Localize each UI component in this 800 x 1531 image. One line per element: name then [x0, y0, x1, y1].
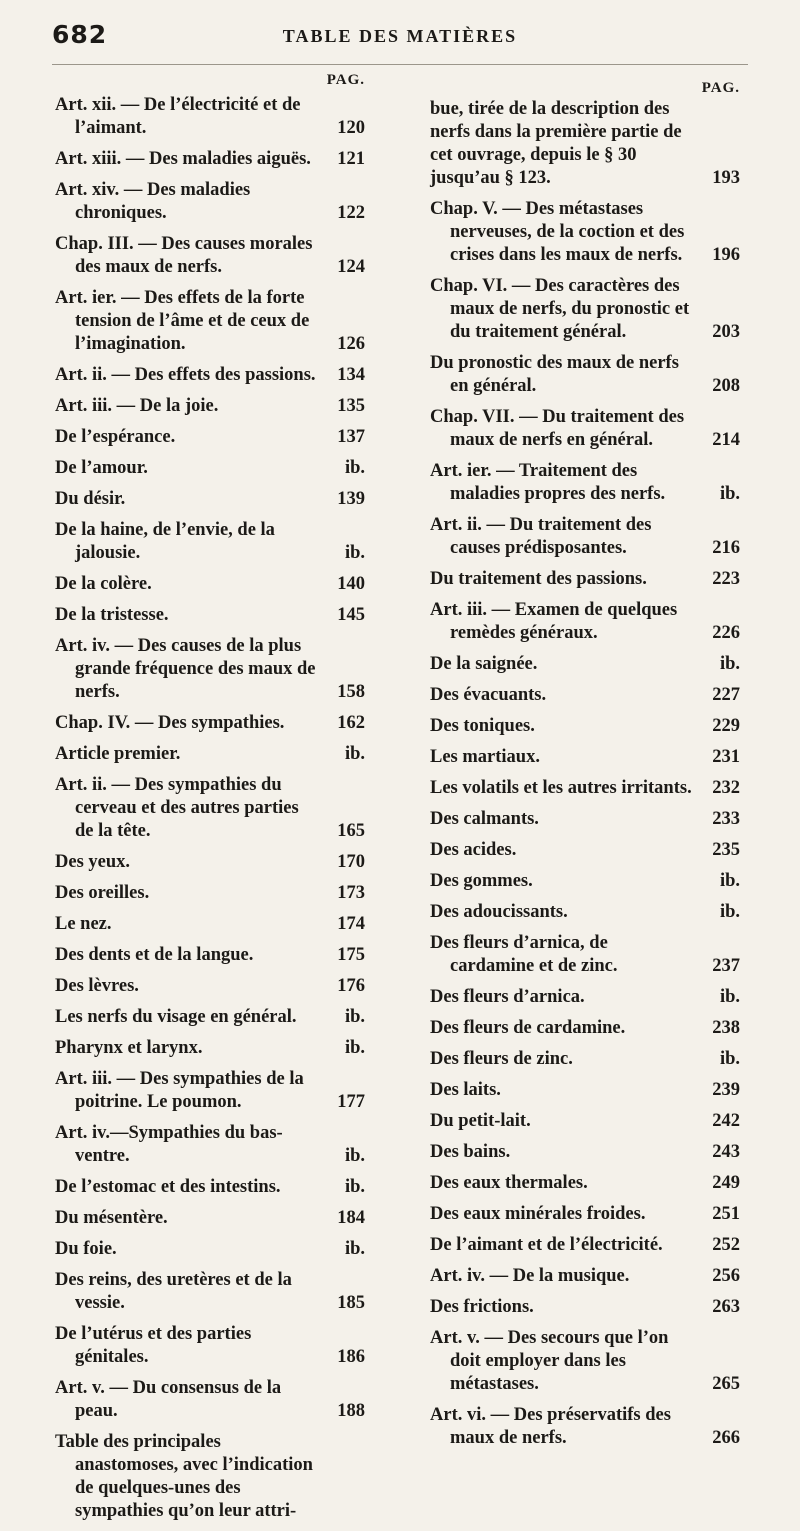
toc-entry-page: 242 — [712, 1111, 740, 1131]
toc-entry — [55, 743, 365, 766]
toc-entry-page: ib. — [344, 1038, 365, 1058]
toc-entry-page: 185 — [337, 1293, 365, 1313]
toc-entry-title: Art. ii. — Des sympathies du cerveau et des autres parties de la tête. — [55, 775, 299, 841]
toc-entry-title: De la haine, de l’envie, de la jalousie. — [55, 520, 275, 563]
toc-entry-title: bue, tirée de la description des nerfs dans la première partie de cet ouvrage, depuis le § 30 jusqu’au § 123. — [430, 99, 682, 188]
toc-entry-page: 231 — [712, 747, 740, 767]
toc-entry-page: 266 — [712, 1428, 740, 1448]
toc-entry-title: Art. iii. — Des sympathies de la poitrine. Le poumon. — [55, 1069, 304, 1112]
toc-entry — [55, 913, 365, 936]
toc-entry — [55, 1323, 365, 1369]
toc-entry-title: Art. ii. — Du traitement des causes prédisposantes. — [430, 515, 652, 558]
toc-entry-page: 158 — [337, 682, 365, 702]
toc-entry-page: 140 — [337, 574, 365, 594]
toc-entry-page: ib. — [719, 1049, 740, 1069]
toc-entry-title: Du désir. — [55, 489, 126, 509]
toc-entry — [55, 1207, 365, 1230]
left-column — [55, 72, 365, 1531]
toc-entry — [55, 712, 365, 735]
toc-entry-page: ib. — [344, 458, 365, 478]
toc-entry-page: ib. — [344, 1239, 365, 1259]
toc-entry-title: Des fleurs d’arnica, de cardamine et de zinc. — [430, 933, 618, 976]
toc-entry-page: 227 — [712, 685, 740, 705]
toc-entry-title: Les nerfs du visage en général. — [55, 1007, 297, 1027]
toc-entry — [55, 519, 365, 565]
toc-entry — [430, 808, 740, 831]
toc-entry — [430, 1172, 740, 1195]
toc-entry — [55, 851, 365, 874]
toc-entry — [430, 1079, 740, 1102]
toc-entry — [55, 882, 365, 905]
toc-entry — [430, 1017, 740, 1040]
toc-entry — [55, 488, 365, 511]
toc-entry-title: Article premier. — [55, 744, 181, 764]
toc-entry — [430, 198, 740, 267]
toc-entry-page: ib. — [344, 1007, 365, 1027]
toc-entry-title: Des oreilles. — [55, 883, 150, 903]
toc-entry-page: 184 — [337, 1208, 365, 1228]
toc-entry-page: 137 — [337, 427, 365, 447]
toc-entry-title: Des gommes. — [430, 871, 533, 891]
toc-entry — [55, 1431, 365, 1523]
toc-entry-title: Du traitement des passions. — [430, 569, 647, 589]
toc-entry — [55, 287, 365, 356]
toc-entry — [430, 1141, 740, 1164]
toc-entry-title: De l’amour. — [55, 458, 148, 478]
toc-entry-page: 145 — [337, 605, 365, 625]
toc-entry-page: ib. — [344, 1177, 365, 1197]
toc-entry — [430, 1234, 740, 1257]
toc-entry-title: Art. v. — Des secours que l’on doit employer dans les métastases. — [430, 1328, 669, 1394]
toc-entry-page: 237 — [712, 956, 740, 976]
toc-entry-title: Art. vi. — Des préservatifs des maux de nerfs. — [430, 1405, 671, 1448]
toc-entry — [430, 406, 740, 452]
toc-entry — [430, 98, 740, 190]
toc-entry-title: Art. v. — Du consensus de la peau. — [55, 1378, 282, 1421]
toc-entry-page: 173 — [337, 883, 365, 903]
toc-entry-title: De l’estomac et des intestins. — [55, 1177, 281, 1197]
toc-entry-page: 188 — [337, 1401, 365, 1421]
toc-entry-title: Art. iv. — Des causes de la plus grande fréquence des maux de nerfs. — [55, 636, 316, 702]
toc-entry-page: 203 — [712, 322, 740, 342]
toc-entry — [55, 364, 365, 387]
toc-entry — [430, 1265, 740, 1288]
toc-entry-page: ib. — [719, 902, 740, 922]
toc-entry-title: Des lèvres. — [55, 976, 139, 996]
toc-entry — [430, 777, 740, 800]
toc-entry — [430, 1327, 740, 1396]
toc-entry — [55, 1377, 365, 1423]
toc-entry-title: Les volatils et les autres irritants. — [430, 778, 692, 798]
toc-entry-title: Des bains. — [430, 1142, 511, 1162]
toc-entry-title: Art. iii. — De la joie. — [55, 396, 219, 416]
right-column — [430, 72, 740, 1458]
toc-entry-page: 176 — [337, 976, 365, 996]
toc-entry-title: Des yeux. — [55, 852, 131, 872]
toc-entry-title: De l’espérance. — [55, 427, 176, 447]
toc-entry-title: Art. ii. — Des effets des passions. — [55, 365, 316, 385]
toc-entry-page: 120 — [337, 118, 365, 138]
toc-entry-page: 186 — [337, 1347, 365, 1367]
toc-entry — [55, 604, 365, 627]
toc-entry-page: 139 — [337, 489, 365, 509]
toc-entry-title: Pharynx et larynx. — [55, 1038, 203, 1058]
toc-entry — [430, 986, 740, 1009]
toc-entry — [430, 599, 740, 645]
running-title: TABLE DES MATIÈRES — [282, 26, 518, 46]
toc-entry-page: 193 — [712, 168, 740, 188]
toc-entry-title: Art. iv.—Sympathies du bas-ventre. — [55, 1123, 283, 1166]
toc-entry-page: 263 — [712, 1297, 740, 1317]
toc-entry — [430, 870, 740, 893]
toc-entry-page: 226 — [712, 623, 740, 643]
toc-entry-title: De l’aimant et de l’électricité. — [430, 1235, 663, 1255]
toc-entry-page: 232 — [712, 778, 740, 798]
toc-entry — [430, 1296, 740, 1319]
toc-entry — [55, 1238, 365, 1261]
toc-entry-page: 177 — [337, 1092, 365, 1112]
toc-entry-page: 134 — [337, 365, 365, 385]
toc-entry-page: 252 — [712, 1235, 740, 1255]
toc-entry-title: De la colère. — [55, 574, 152, 594]
toc-entry-title: Des acides. — [430, 840, 517, 860]
toc-entry-title: Du petit-lait. — [430, 1111, 531, 1131]
toc-entry — [55, 975, 365, 998]
toc-entry-page: 243 — [712, 1142, 740, 1162]
toc-entry-page: 229 — [712, 716, 740, 736]
toc-entry-title: Art. iv. — De la musique. — [430, 1266, 630, 1286]
toc-entry — [430, 1048, 740, 1071]
toc-entry-title: Des fleurs d’arnica. — [430, 987, 585, 1007]
toc-entry-page: ib. — [719, 654, 740, 674]
toc-entry-title: Des reins, des uretères et de la vessie. — [55, 1270, 292, 1313]
toc-entry — [430, 932, 740, 978]
toc-entry-title: Table des principales anastomoses, avec l’indication de quelques-unes des sympathies qu’on leur attri- — [55, 1432, 313, 1521]
toc-entry-title: Du pronostic des maux de nerfs en général. — [430, 353, 679, 396]
toc-entry-page: 238 — [712, 1018, 740, 1038]
toc-entry-title: Art. xiii. — Des maladies aiguës. — [55, 149, 311, 169]
toc-entry — [430, 901, 740, 924]
toc-entry-title: Art. ier. — Traitement des maladies propres des nerfs. — [430, 461, 666, 504]
toc-entry-page: 175 — [337, 945, 365, 965]
toc-entries-left — [55, 94, 365, 1523]
page-header — [52, 20, 748, 65]
toc-entry — [55, 1068, 365, 1114]
toc-entry-title: Art. xiv. — Des maladies chroniques. — [55, 180, 251, 223]
toc-entry-title: Des toniques. — [430, 716, 535, 736]
toc-entry-title: Des fleurs de cardamine. — [430, 1018, 626, 1038]
toc-entry-page: 249 — [712, 1173, 740, 1193]
toc-entry — [430, 746, 740, 769]
page-column-label: PAG. — [326, 72, 365, 88]
toc-entry-title: Chap. V. — Des métastases nerveuses, de la coction et des crises dans les maux de nerfs. — [430, 199, 685, 265]
toc-entry-page: 196 — [712, 245, 740, 265]
toc-entry-title: Des frictions. — [430, 1297, 534, 1317]
toc-entry-title: Des laits. — [430, 1080, 501, 1100]
toc-entry-page: ib. — [719, 871, 740, 891]
toc-entry-page: 239 — [712, 1080, 740, 1100]
toc-entry-page: 208 — [712, 376, 740, 396]
toc-entries-right — [430, 98, 740, 1450]
toc-entry-page: 174 — [337, 914, 365, 934]
toc-entry — [55, 944, 365, 967]
toc-entry — [55, 1006, 365, 1029]
toc-entry-title: De la saignée. — [430, 654, 538, 674]
toc-entry-page: 170 — [337, 852, 365, 872]
toc-entry-page: ib. — [344, 1146, 365, 1166]
toc-entry-page: 233 — [712, 809, 740, 829]
toc-entry — [430, 715, 740, 738]
toc-entry — [55, 426, 365, 449]
toc-entry-page: 214 — [712, 430, 740, 450]
toc-entry — [55, 395, 365, 418]
toc-entry — [430, 1110, 740, 1133]
toc-entry — [55, 233, 365, 279]
page-number: 682 — [52, 20, 108, 49]
toc-entry-page: 251 — [712, 1204, 740, 1224]
toc-entry-title: Le nez. — [55, 914, 112, 934]
toc-entry — [55, 148, 365, 171]
toc-entry — [55, 1122, 365, 1168]
toc-entry — [55, 1037, 365, 1060]
toc-entry-title: Des fleurs de zinc. — [430, 1049, 573, 1069]
toc-entry-page: ib. — [344, 744, 365, 764]
toc-entry-title: Des dents et de la langue. — [55, 945, 254, 965]
toc-entry-title: Les martiaux. — [430, 747, 540, 767]
toc-entry-page: 165 — [337, 821, 365, 841]
toc-entry-title: Des eaux thermales. — [430, 1173, 588, 1193]
toc-entry — [430, 460, 740, 506]
toc-entry-title: Art. iii. — Examen de quelques remèdes généraux. — [430, 600, 678, 643]
toc-entry-page: 135 — [337, 396, 365, 416]
toc-entry — [55, 1176, 365, 1199]
toc-entry-page: 265 — [712, 1374, 740, 1394]
toc-entry-page: 121 — [337, 149, 365, 169]
toc-entry — [55, 635, 365, 704]
toc-entry-title: De l’utérus et des parties génitales. — [55, 1324, 252, 1367]
toc-entry — [55, 457, 365, 480]
toc-entry — [430, 568, 740, 591]
toc-entry-title: Des calmants. — [430, 809, 539, 829]
toc-entry-page: 223 — [712, 569, 740, 589]
toc-entry — [55, 1269, 365, 1315]
toc-entry-title: Des eaux minérales froides. — [430, 1204, 646, 1224]
toc-entry-title: Chap. IV. — Des sympathies. — [55, 713, 285, 733]
toc-entry — [430, 839, 740, 862]
page-column-label: PAG. — [701, 80, 740, 96]
toc-entry-title: Chap. III. — Des causes morales des maux de nerfs. — [55, 234, 313, 277]
toc-entry — [430, 653, 740, 676]
toc-entry-page: 235 — [712, 840, 740, 860]
toc-entry-page: 126 — [337, 334, 365, 354]
toc-entry — [430, 275, 740, 344]
toc-entry-page: 256 — [712, 1266, 740, 1286]
toc-entry-page: 124 — [337, 257, 365, 277]
toc-entry-title: Du mésentère. — [55, 1208, 168, 1228]
toc-entry-title: Des évacuants. — [430, 685, 547, 705]
toc-entry — [55, 94, 365, 140]
toc-entry — [55, 573, 365, 596]
toc-entry-page: 122 — [337, 203, 365, 223]
toc-entry — [430, 352, 740, 398]
toc-entry — [430, 1203, 740, 1226]
toc-entry — [430, 1404, 740, 1450]
toc-entry-title: Art. xii. — De l’électricité et de l’aimant. — [55, 95, 301, 138]
toc-entry-title: Art. ier. — Des effets de la forte tension de l’âme et de ceux de l’imagination. — [55, 288, 310, 354]
toc-entry-title: Des adoucissants. — [430, 902, 568, 922]
toc-entry — [430, 514, 740, 560]
toc-entry — [430, 684, 740, 707]
toc-entry-page: 162 — [337, 713, 365, 733]
toc-entry-page: ib. — [719, 484, 740, 504]
toc-entry-page: ib. — [719, 987, 740, 1007]
toc-entry-title: Chap. VII. — Du traitement des maux de nerfs en général. — [430, 407, 685, 450]
toc-entry-title: De la tristesse. — [55, 605, 169, 625]
toc-entry-title: Du foie. — [55, 1239, 117, 1259]
toc-entry-title: Chap. VI. — Des caractères des maux de nerfs, du pronostic et du traitement général. — [430, 276, 690, 342]
toc-entry — [55, 179, 365, 225]
toc-entry — [55, 774, 365, 843]
toc-entry-page: 216 — [712, 538, 740, 558]
toc-entry-page: ib. — [344, 543, 365, 563]
